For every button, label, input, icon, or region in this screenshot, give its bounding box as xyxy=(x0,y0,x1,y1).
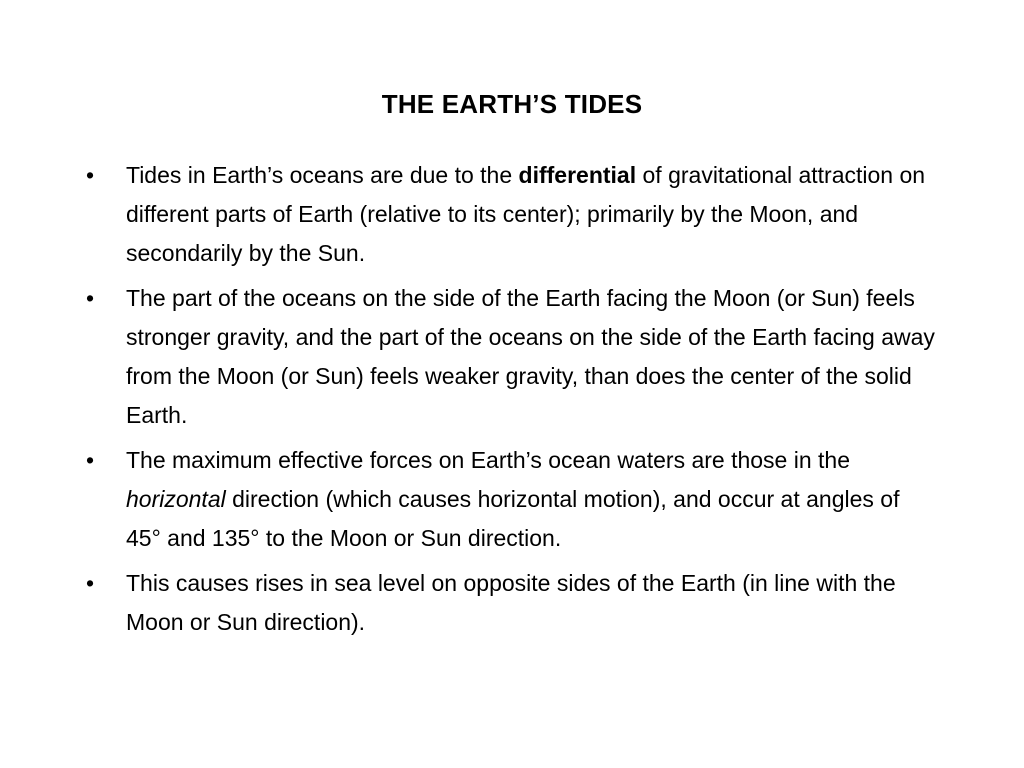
bullet-marker: • xyxy=(86,570,95,596)
bullet-list xyxy=(0,156,1024,648)
bullet-text-part: direction (which causes horizontal motion), and occur at angles of 45° and 135° to the Moon or Sun direction. xyxy=(126,486,900,551)
bullet-text-part: Tides in Earth’s oceans are due to the xyxy=(126,162,519,188)
bullet-marker: • xyxy=(86,285,95,311)
bullet-text-part: of gravitational attraction on different parts of Earth (relative to its center); primarily by the Moon, and secondarily by the Sun. xyxy=(126,162,926,266)
bullet-marker: • xyxy=(86,447,95,473)
bullet-item xyxy=(0,156,1024,273)
slide-title: THE EARTH’S TIDES xyxy=(381,89,643,119)
bullet-item xyxy=(0,441,1024,558)
bold-emphasis: differential xyxy=(518,162,637,188)
bullet-marker: • xyxy=(86,162,95,188)
bullet-item xyxy=(0,279,1024,435)
bullet-text xyxy=(126,156,938,273)
bullet-text xyxy=(126,441,938,558)
bullet-text-part: The maximum effective forces on Earth’s ocean waters are those in the xyxy=(126,447,851,473)
bullet-text: This causes rises in sea level on opposite sides of the Earth (in line with the Moon or Sun direction). xyxy=(126,570,896,635)
italic-emphasis: horizontal xyxy=(126,486,226,512)
bullet-item xyxy=(0,564,1024,642)
bullet-text: The part of the oceans on the side of the Earth facing the Moon (or Sun) feels stronger gravity, and the part of the oceans on the side of the Earth facing away from the Moon (or Sun) feels weaker gravity, than does the center of the solid Earth. xyxy=(126,285,935,428)
